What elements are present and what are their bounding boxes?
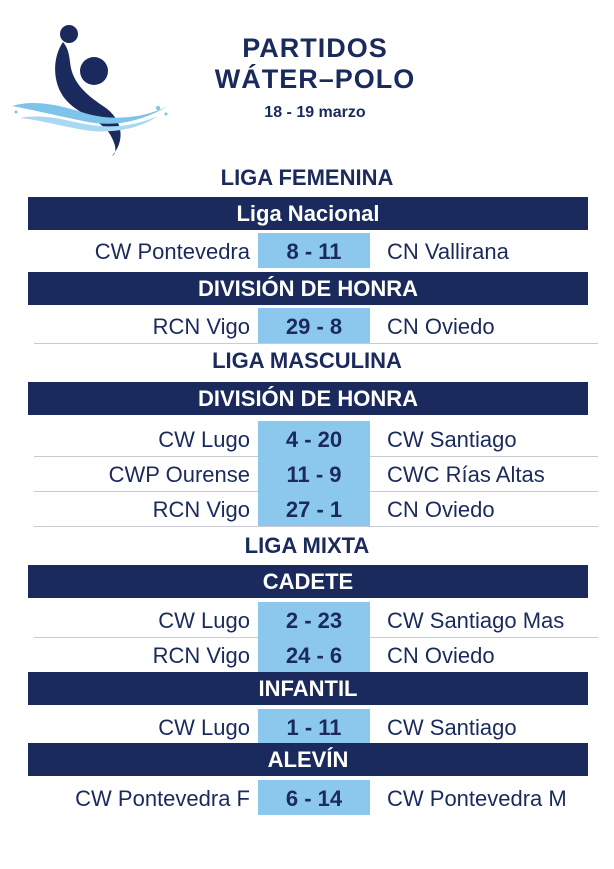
league-title: LIGA FEMENINA	[220, 165, 394, 190]
home-team: RCN Vigo	[152, 643, 250, 668]
category-banner: DIVISIÓN DE HONRA	[28, 272, 588, 305]
home-team: CW Pontevedra	[94, 239, 250, 264]
match-score: 8 - 11	[258, 233, 370, 268]
away-team: CN Vallirana	[387, 239, 509, 264]
away-team: CN Oviedo	[387, 497, 495, 522]
league-title: LIGA MASCULINA	[212, 348, 402, 373]
match-score: 27 - 1	[258, 491, 370, 526]
away-team: CN Oviedo	[387, 643, 495, 668]
home-team: CW Lugo	[158, 427, 250, 452]
match-score: 29 - 8	[258, 308, 370, 343]
category-banner: INFANTIL	[28, 672, 588, 705]
away-team: CWC Rías Altas	[387, 462, 545, 487]
away-team: CW Santiago Mas	[387, 608, 565, 633]
category-banner: DIVISIÓN DE HONRA	[28, 382, 588, 415]
category-banner: Liga Nacional	[28, 197, 588, 230]
date: 18 - 19 marzo	[264, 104, 366, 121]
title-line-2: WÁTER–POLO	[214, 64, 416, 94]
match-score: 2 - 23	[258, 602, 370, 637]
match-row	[0, 456, 614, 491]
away-team: CN Oviedo	[387, 314, 495, 339]
home-team: CW Lugo	[158, 608, 250, 633]
match-row	[0, 308, 614, 343]
match-row	[0, 709, 614, 744]
home-team: RCN Vigo	[152, 497, 250, 522]
category-banner: CADETE	[28, 565, 588, 598]
match-row	[0, 421, 614, 456]
match-row	[0, 602, 614, 637]
divider	[34, 526, 598, 527]
match-row	[0, 491, 614, 526]
match-score: 6 - 14	[258, 780, 370, 815]
divider	[34, 343, 598, 344]
match-score: 1 - 11	[258, 709, 370, 744]
away-team: CW Pontevedra M	[387, 786, 567, 811]
title-line-1: PARTIDOS	[242, 33, 388, 63]
home-team: CWP Ourense	[108, 462, 250, 487]
match-row	[0, 637, 614, 672]
match-score: 4 - 20	[258, 421, 370, 456]
match-score: 11 - 9	[258, 456, 370, 491]
home-team: CW Pontevedra F	[75, 786, 250, 811]
category-banner: ALEVÍN	[28, 743, 588, 776]
home-team: CW Lugo	[158, 715, 250, 740]
match-score: 24 - 6	[258, 637, 370, 672]
away-team: CW Santiago	[387, 715, 517, 740]
match-row	[0, 780, 614, 815]
water-polo-player-logo-icon	[8, 18, 178, 158]
home-team: RCN Vigo	[152, 314, 250, 339]
match-row	[0, 233, 614, 268]
league-title: LIGA MIXTA	[244, 533, 370, 558]
away-team: CW Santiago	[387, 427, 517, 452]
